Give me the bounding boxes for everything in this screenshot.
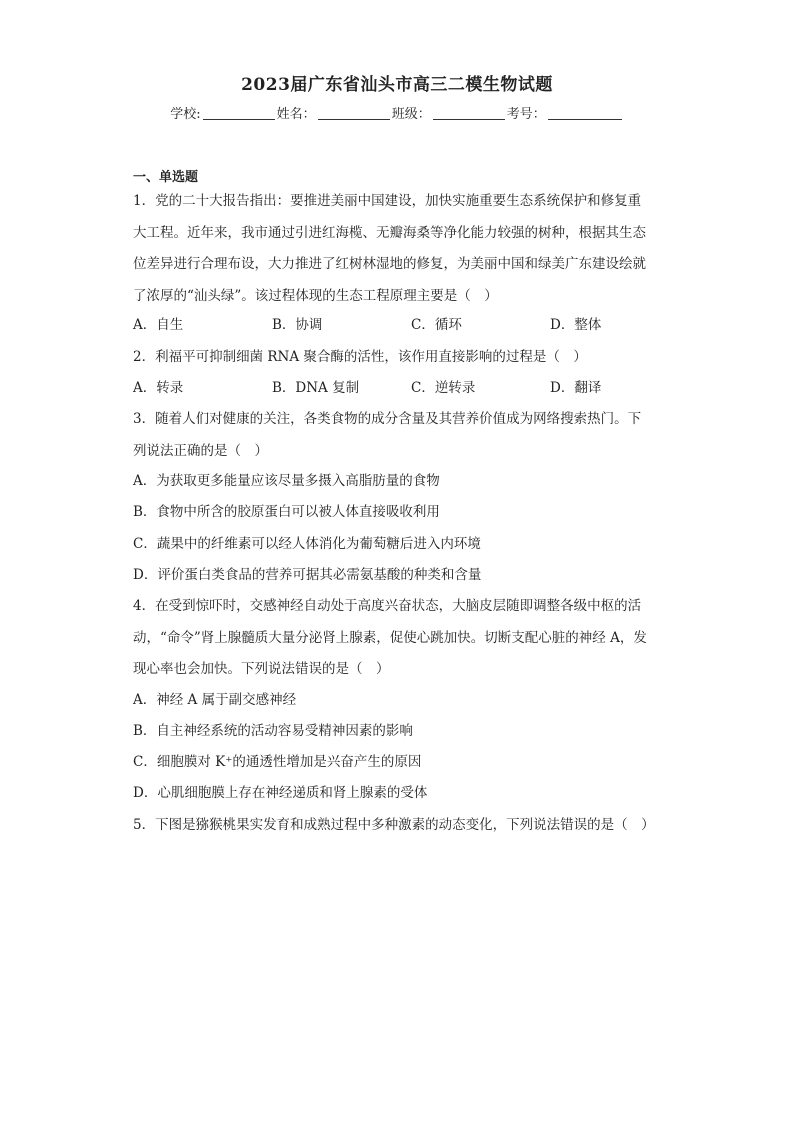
number-label: 考号： bbox=[506, 107, 546, 122]
option-a[interactable]: A．为获取更多能量应该尽量多摄入高脂肪量的食物 bbox=[133, 473, 440, 489]
question-line: 列说法正确的是（ ） bbox=[133, 442, 268, 459]
option-d[interactable]: D．整体 bbox=[550, 317, 602, 333]
student-info-line bbox=[0, 103, 794, 122]
question-line: 2．利福平可抑制细菌 RNA 聚合酶的活性，该作用直接影响的过程是（ ） bbox=[133, 349, 587, 365]
option-c[interactable]: C．逆转录 bbox=[411, 380, 476, 396]
option-b[interactable]: B．食物中所含的胶原蛋白可以被人体直接吸收利用 bbox=[133, 504, 440, 520]
question-3-stem bbox=[133, 404, 663, 467]
question-line: 动，“命令”肾上腺髓质大量分泌肾上腺素，促使心跳加快。切断支配心脏的神经 A，发 bbox=[133, 629, 647, 646]
option-a[interactable]: A．神经 A 属于副交感神经 bbox=[133, 692, 297, 708]
question-line: 位差异进行合理布设，大力推进了红树林湿地的修复，为美丽中国和绿美广东建设绘就 bbox=[133, 256, 646, 272]
option-c[interactable]: C．细胞膜对 K⁺的通透性增加是兴奋产生的原因 bbox=[133, 754, 422, 770]
question-1-stem bbox=[133, 186, 663, 312]
question-line: 大工程。近年来，我市通过引进红海榄、无瓣海桑等净化能力较强的树种，根据其生态 bbox=[133, 224, 646, 241]
section-title: 一、单选题 bbox=[133, 170, 199, 185]
question-2-stem bbox=[133, 342, 663, 374]
question-line: 1．党的二十大报告指出：要推进美丽中国建设，加快实施重要生态系统保护和修复重 bbox=[133, 193, 642, 209]
question-line: 3．随着人们对健康的关注，各类食物的成分含量及其营养价值成为网络搜索热门。下 bbox=[133, 411, 642, 427]
option-c[interactable]: C．蔬果中的纤维素可以经人体消化为葡萄糖后进入内环境 bbox=[133, 536, 481, 552]
option-d[interactable]: D．翻译 bbox=[550, 380, 602, 396]
option-b[interactable]: B．协调 bbox=[272, 317, 323, 333]
option-b[interactable]: B．DNA 复制 bbox=[272, 380, 360, 396]
question-line: 4．在受到惊吓时，交感神经自动处于高度兴奋状态，大脑皮层随即调整各级中枢的活 bbox=[133, 598, 642, 614]
class-label: 班级： bbox=[391, 107, 431, 122]
question-line: 了浓厚的“汕头绿”。该过程体现的生态工程原理主要是（ ） bbox=[133, 287, 498, 304]
option-a[interactable]: A．自生 bbox=[133, 317, 184, 333]
exam-title: 2023届广东省汕头市高三二模生物试题 bbox=[241, 75, 553, 95]
question-1-options bbox=[133, 310, 693, 341]
option-a[interactable]: A．转录 bbox=[133, 380, 184, 396]
number-blank[interactable] bbox=[548, 107, 622, 120]
school-blank[interactable] bbox=[203, 107, 275, 120]
class-blank[interactable] bbox=[433, 107, 505, 120]
school-label: 学校: bbox=[170, 107, 201, 122]
name-blank[interactable] bbox=[318, 107, 390, 120]
option-d[interactable]: D．评价蛋白类食品的营养可据其必需氨基酸的种类和含量 bbox=[133, 567, 482, 583]
option-d[interactable]: D．心肌细胞膜上存在神经递质和肾上腺素的受体 bbox=[133, 785, 428, 801]
question-line: 5．下图是猕猴桃果实发育和成熟过程中多种激素的动态变化，下列说法错误的是（ ） bbox=[133, 817, 655, 833]
option-c[interactable]: C．循环 bbox=[411, 317, 462, 333]
question-4-stem bbox=[133, 591, 663, 686]
option-b[interactable]: B．自主神经系统的活动容易受精神因素的影响 bbox=[133, 723, 413, 739]
question-2-options bbox=[133, 373, 693, 404]
question-line: 现心率也会加快。下列说法错误的是（ ） bbox=[133, 661, 390, 677]
name-label: 姓名： bbox=[276, 107, 316, 122]
question-5-stem bbox=[133, 810, 693, 842]
